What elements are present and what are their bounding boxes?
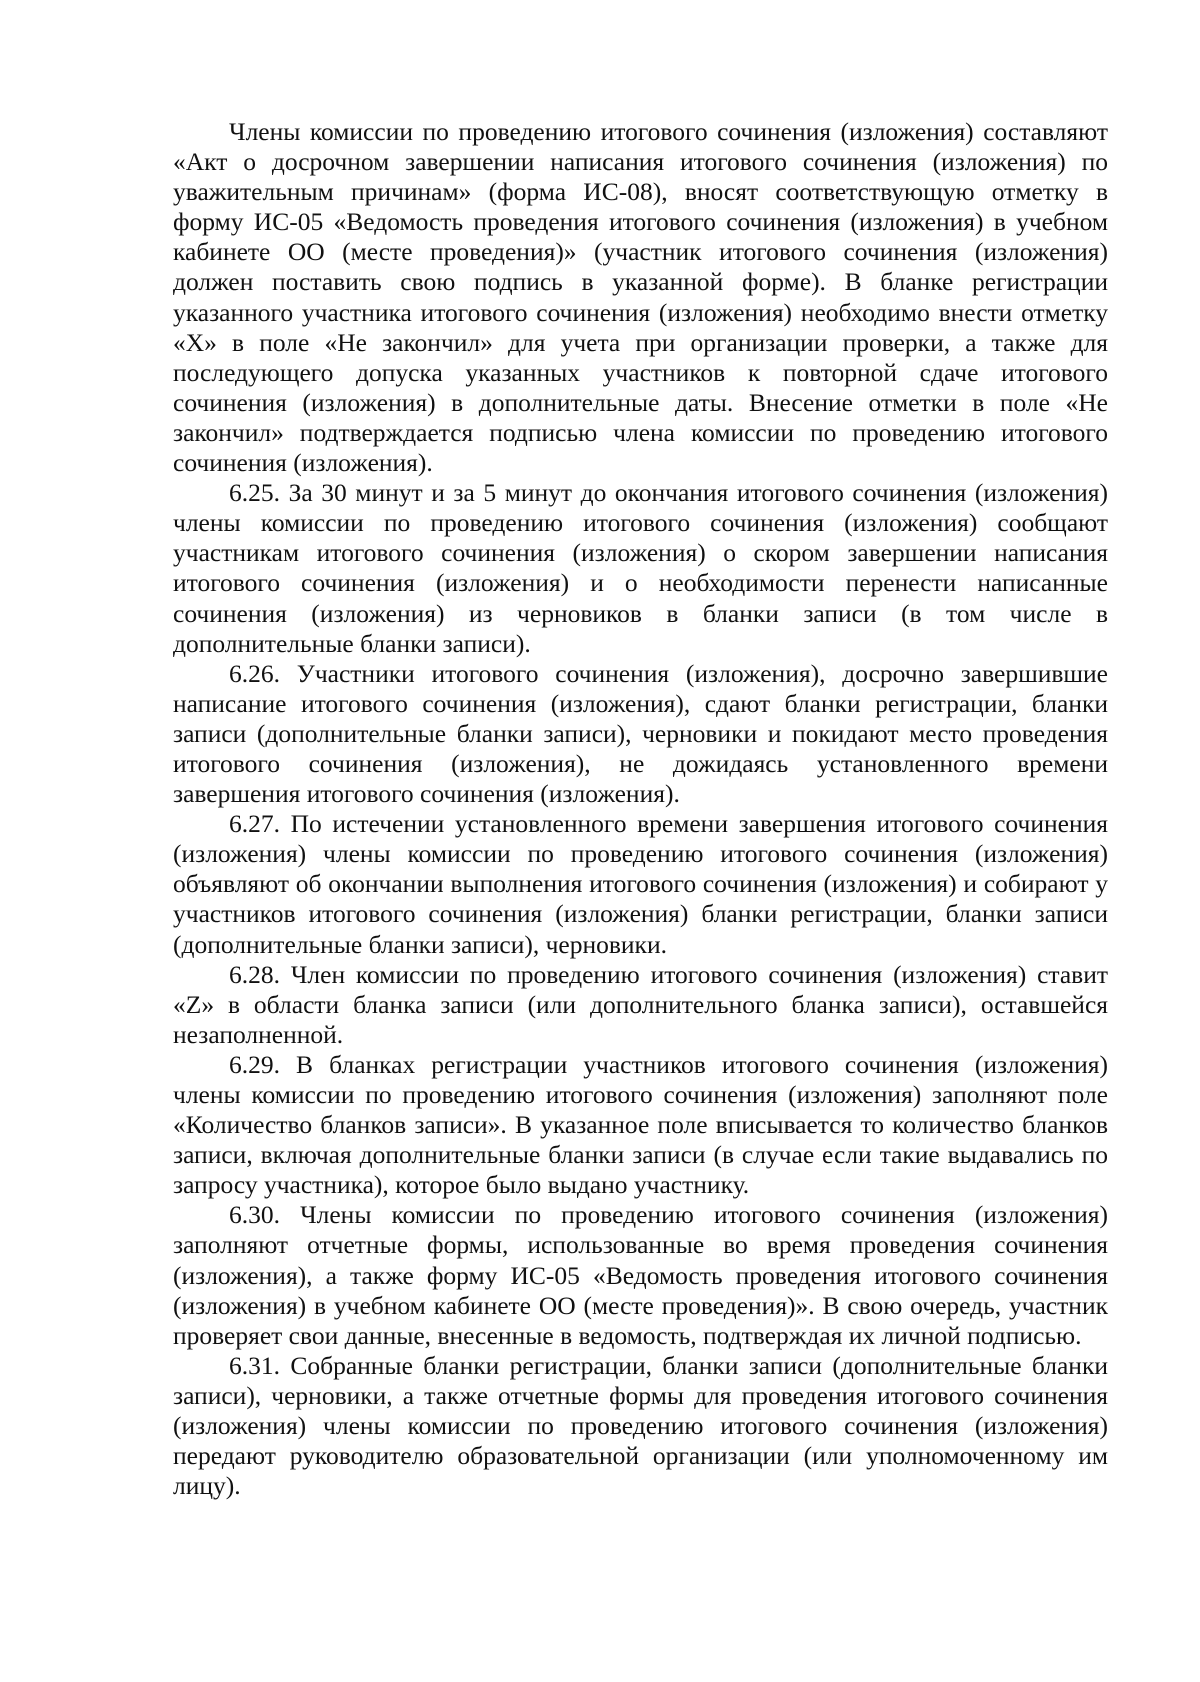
- paragraph-6-27: 6.27. По истечении установленного времени завершения итогового сочинения (изложения) члены комиссии по проведению итогового сочинения (изложения) объявляют об окончании выполнения итогового сочинения (изложения) и собирают у участников итогового сочинения (изложения) бланки регистрации, бланки записи (дополнительные бланки записи), черновики.: [173, 809, 1108, 959]
- document-page: [173, 117, 1108, 1501]
- paragraph-6-29: 6.29. В бланках регистрации участников итогового сочинения (изложения) члены комиссии по проведению итогового сочинения (изложения) заполняют поле «Количество бланков записи». В указанное поле вписывается то количество бланков записи, включая дополнительные бланки записи (в случае если такие выдавались по запросу участника), которое было выдано участнику.: [173, 1049, 1108, 1200]
- paragraph-6-28: 6.28. Член комиссии по проведению итогового сочинения (изложения) ставит «Z» в области бланка записи (или дополнительного бланка записи), оставшейся незаполненной.: [173, 959, 1108, 1049]
- paragraph-6-30: 6.30. Члены комиссии по проведению итогового сочинения (изложения) заполняют отчетные формы, использованные во время проведения сочинения (изложения), а также форму ИС-05 «Ведомость проведения итогового сочинения (изложения) в учебном кабинете ОО (месте проведения)». В свою очередь, участник проверяет свои данные, внесенные в ведомость, подтверждая их личной подписью.: [173, 1200, 1108, 1350]
- paragraph-6-31: 6.31. Собранные бланки регистрации, бланки записи (дополнительные бланки записи), черновики, а также отчетные формы для проведения итогового сочинения (изложения) члены комиссии по проведению итогового сочинения (изложения) передают руководителю образовательной организации (или уполномоченному им лицу).: [173, 1350, 1108, 1501]
- paragraph-6-26: 6.26. Участники итогового сочинения (изложения), досрочно завершившие написание итогового сочинения (изложения), сдают бланки регистрации, бланки записи (дополнительные бланки записи), черновики и покидают место проведения итогового сочинения (изложения), не дожидаясь установленного времени завершения итогового сочинения (изложения).: [173, 658, 1108, 809]
- paragraph-commission-act: Члены комиссии по проведению итогового сочинения (изложения) составляют «Акт о досрочном завершении написания итогового сочинения (изложения) по уважительным причинам» (форма ИС-08), вносят соответствующую отметку в форму ИС-05 «Ведомость проведения итогового сочинения (изложения) в учебном кабинете ОО (месте проведения)» (участник итогового сочинения (изложения) должен поставить свою подпись в указанной форме). В бланке регистрации указанного участника итогового сочинения (изложения) необходимо внести отметку «X» в поле «Не закончил» для учета при организации проверки, а также для последующего допуска указанных участников к повторной сдаче итогового сочинения (изложения) в дополнительные даты. Внесение отметки в поле «Не закончил» подтверждается подписью члена комиссии по проведению итогового сочинения (изложения).: [173, 117, 1108, 478]
- paragraph-6-25: 6.25. За 30 минут и за 5 минут до окончания итогового сочинения (изложения) члены комиссии по проведению итогового сочинения (изложения) сообщают участникам итогового сочинения (изложения) о скором завершении написания итогового сочинения (изложения) и о необходимости перенести написанные сочинения (изложения) из черновиков в бланки записи (в том числе в дополнительные бланки записи).: [173, 478, 1108, 658]
